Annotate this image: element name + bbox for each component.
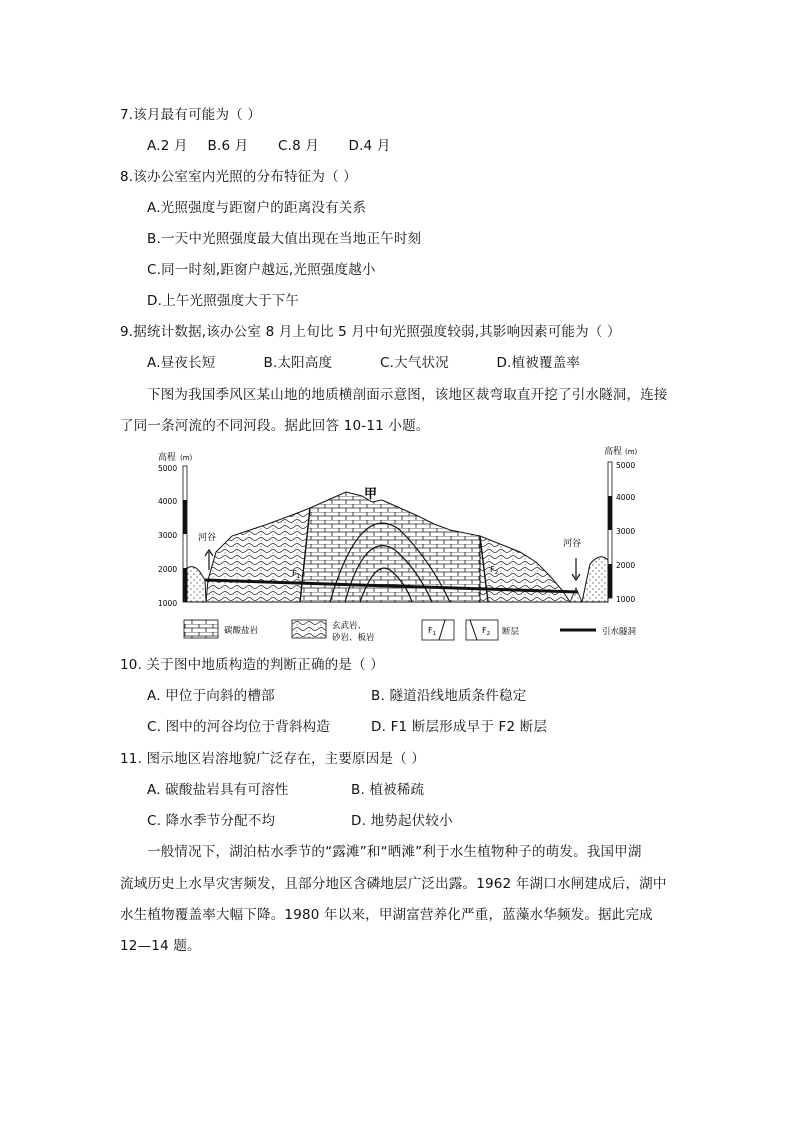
- legend-tunnel-label: 引水隧洞: [602, 627, 637, 637]
- q10-option-a: A. 甲位于向斜的槽部: [147, 688, 275, 704]
- fault2-label: $F_2$: [490, 565, 499, 576]
- legend-f1-label: $F_1$: [428, 626, 437, 637]
- q9-option-a: A.昼夜长短: [147, 355, 216, 371]
- q8-option-c: C.同一时刻,距窗户越远,光照强度越小: [147, 262, 376, 278]
- right-elevation-axis: [604, 445, 638, 604]
- geology-cross-section-figure: [150, 440, 640, 650]
- intro-12-14-line3: 水生植物覆盖率大幅下降。1980 年以来，甲湖富营养化严重，蓝藻水华频发。据此完成: [120, 907, 653, 923]
- q11-option-a: A. 碳酸盐岩具有可溶性: [147, 782, 289, 798]
- q8-stem: 8.该办公室室内光照的分布特征为（ ）: [120, 169, 357, 185]
- q8-option-a: A.光照强度与距窗户的距离没有关系: [147, 200, 367, 216]
- q11-option-b: B. 植被稀疏: [351, 782, 425, 798]
- right-tick-5000: 5000: [616, 461, 636, 470]
- intro-12-14-line4: 12—14 题。: [120, 938, 201, 954]
- q7-stem: 7.该月最有可能为（ ）: [120, 107, 262, 123]
- q7-option-b: B.6 月: [207, 138, 249, 154]
- q7-option-c: C.8 月: [278, 138, 320, 154]
- legend-f2-label: $F_2$: [482, 626, 491, 637]
- peak-label: 甲: [364, 487, 378, 502]
- intro-12-14-line1: 一般情况下，湖泊枯水季节的“露滩”和“晒滩”利于水生植物种子的萌发。我国甲湖: [147, 844, 642, 860]
- left-axis-unit: (m): [180, 454, 193, 462]
- q9-option-c: C.大气状况: [380, 355, 449, 371]
- q9-stem: 9.据统计数据,该办公室 8 月上旬比 5 月中旬光照强度较弱,其影响因素可能为（ ）: [120, 324, 621, 340]
- fault1-label: $F_1$: [292, 569, 301, 580]
- q11-option-c: C. 降水季节分配不均: [147, 813, 276, 829]
- intro-10-11-line2: 了同一条河流的不同河段。据此回答 10-11 小题。: [120, 418, 430, 434]
- intro-12-14-line2: 流域历史上水旱灾害频发，且部分地区含磷地层广泛出露。1962 年湖口水闸建成后，湖中: [120, 876, 667, 892]
- left-tick-2000: 2000: [158, 565, 178, 574]
- q9-option-b: B.太阳高度: [263, 355, 333, 371]
- intro-10-11-line1: 下图为我国季风区某山地的地质横剖面示意图，该地区裁弯取直开挖了引水隧洞，连接: [147, 387, 668, 403]
- right-axis-title: 高程: [604, 447, 623, 457]
- q10-option-b: B. 隧道沿线地质条件稳定: [371, 688, 527, 704]
- q11-stem: 11. 图示地区岩溶地貌广泛存在，主要原因是（ ）: [120, 751, 426, 767]
- q10-option-c: C. 图中的河谷均位于背斜构造: [147, 719, 331, 735]
- right-axis-unit: (m): [625, 448, 638, 456]
- q10-stem: 10. 关于图中地质构造的判断正确的是（ ）: [120, 657, 384, 673]
- q7-options: [147, 137, 391, 155]
- right-tick-3000: 3000: [616, 527, 636, 536]
- right-valley-label: 河谷: [563, 539, 582, 549]
- legend-basalt-label-1: 玄武岩、: [332, 621, 367, 631]
- terrain-profile: [187, 492, 608, 602]
- q7-option-a: A.2 月: [147, 138, 188, 154]
- legend-carbonate-label: 碳酸盐岩: [224, 626, 259, 636]
- q9-option-d: D.植被覆盖率: [496, 355, 581, 371]
- right-tick-2000: 2000: [616, 561, 636, 570]
- q8-option-d: D.上午光照强度大于下午: [147, 293, 300, 309]
- left-tick-1000: 1000: [158, 599, 178, 608]
- left-axis-title: 高程: [158, 453, 177, 463]
- right-valley-arrow-icon: [572, 558, 580, 580]
- q7-option-d: D.4 月: [348, 138, 391, 154]
- left-tick-5000: 5000: [158, 464, 178, 473]
- right-tick-4000: 4000: [616, 493, 636, 502]
- right-tick-1000: 1000: [616, 595, 636, 604]
- legend-basalt-label-2: 砂岩、板岩: [332, 633, 375, 643]
- q10-option-d: D. F1 断层形成早于 F2 断层: [371, 719, 548, 735]
- q11-option-d: D. 地势起伏较小: [351, 813, 453, 829]
- q8-option-b: B.一天中光照强度最大值出现在当地正午时刻: [147, 231, 422, 247]
- q9-options: [147, 354, 580, 372]
- legend-fault-label: 断层: [502, 627, 520, 637]
- left-tick-4000: 4000: [158, 497, 178, 506]
- left-tick-3000: 3000: [158, 531, 178, 540]
- left-valley-label: 河谷: [198, 533, 217, 543]
- figure-legend: [184, 620, 637, 643]
